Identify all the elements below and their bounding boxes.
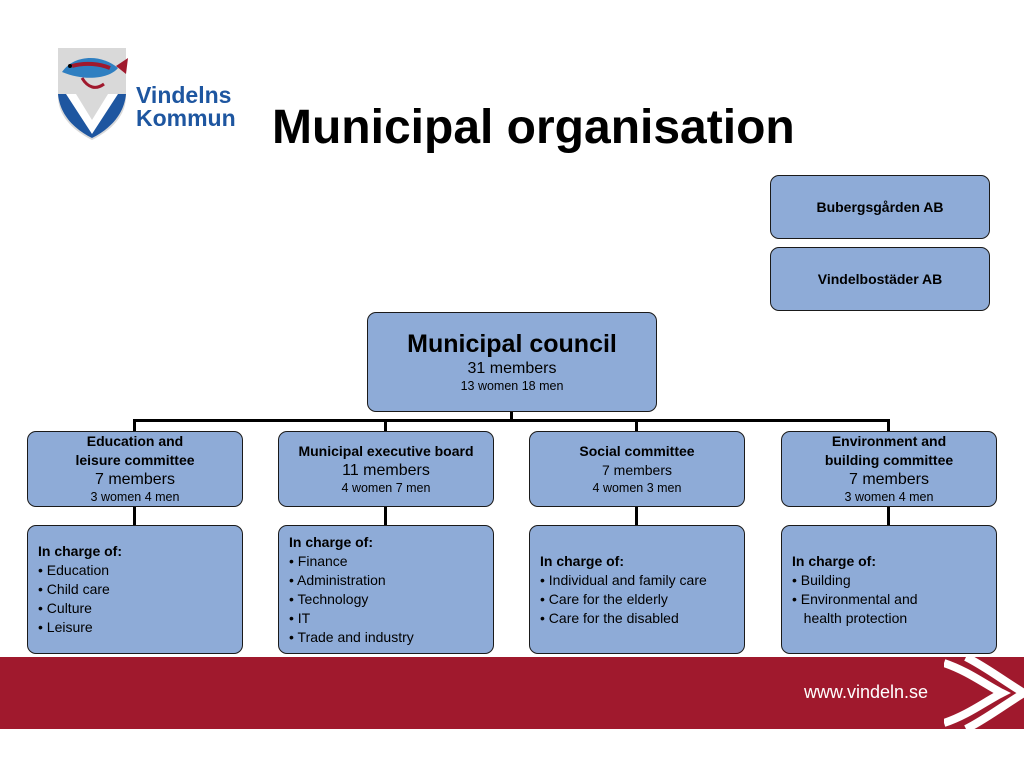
charge-title: In charge of: [38,543,123,559]
municipal-council-box [367,312,657,412]
committee-box-education [27,431,243,507]
fish-shield-icon [52,44,132,144]
charge-item: • Child care [38,581,110,597]
charge-item: • Administration [289,571,386,588]
charge-item: • Leisure [38,619,93,635]
charge-item: • Care for the elderly [540,590,668,607]
charge-box-education [27,525,243,654]
committee-name: leisure committee [75,452,195,468]
charge-connector-1 [133,507,136,525]
charge-box-social [529,525,745,654]
committee-members: 7 members [94,471,176,488]
charge-title: In charge of: [289,533,374,550]
logo-line-2: Kommun [136,105,236,131]
committee-name: building committee [824,452,954,468]
committee-box-social [529,431,745,507]
council-gender: 13 women 18 men [460,379,564,393]
wave-mark-icon [944,657,1024,729]
company-box-vindelbostader [770,247,990,311]
committee-connector-4 [887,419,890,431]
footer-url[interactable]: www.vindeln.se [803,682,928,702]
charge-title: In charge of: [540,552,625,569]
charge-item: • Trade and industry [289,628,414,645]
committee-members: 7 members [601,461,673,478]
charge-connector-3 [635,507,638,525]
logo-text [136,84,236,130]
committee-gender: 4 women 3 men [592,480,682,495]
charge-item: • Individual and family care [540,571,707,588]
charge-item: • Culture [38,600,92,616]
charge-title: In charge of: [792,552,877,569]
charge-item: • Care for the disabled [540,609,679,626]
charge-item: health protection [792,609,908,626]
committee-name: Environment and [831,433,947,449]
charge-item: • Technology [289,590,369,607]
committee-gender: 3 women 4 men [90,490,180,504]
committee-members: 11 members [342,461,430,479]
charge-item: • Building [792,571,851,588]
charge-box-environment [781,525,997,654]
charge-box-executive-board [278,525,494,654]
committee-box-executive-board [278,431,494,507]
committee-connector-2 [384,419,387,431]
charge-list [792,552,918,628]
committee-name: Education and [86,433,184,449]
committee-name: Social committee [579,442,695,459]
logo-line-1: Vindelns [136,82,232,108]
company-label: Vindelbostäder AB [817,270,943,287]
charge-list [289,533,414,647]
company-label: Bubergsgården AB [816,198,944,215]
charge-item: • IT [289,609,311,626]
council-members: 31 members [467,360,557,377]
committee-connector-1 [133,419,136,431]
charge-connector-2 [384,507,387,525]
committee-name: Municipal executive board [298,442,474,459]
council-name: Municipal council [407,330,617,358]
charge-list [540,552,707,628]
horizontal-connector [133,419,890,422]
charge-connector-4 [887,507,890,525]
charge-item: • Finance [289,552,348,569]
footer-band [0,657,1024,729]
page-title: Municipal organisation [272,101,795,154]
company-box-bubergsgarden [770,175,990,239]
committee-members: 7 members [848,471,930,488]
committee-box-environment [781,431,997,507]
committee-gender: 3 women 4 men [844,490,934,504]
charge-list [38,542,122,637]
committee-connector-3 [635,419,638,431]
charge-item: • Environmental and [792,590,918,607]
charge-item: • Education [38,562,110,578]
committee-gender: 4 women 7 men [341,480,431,495]
